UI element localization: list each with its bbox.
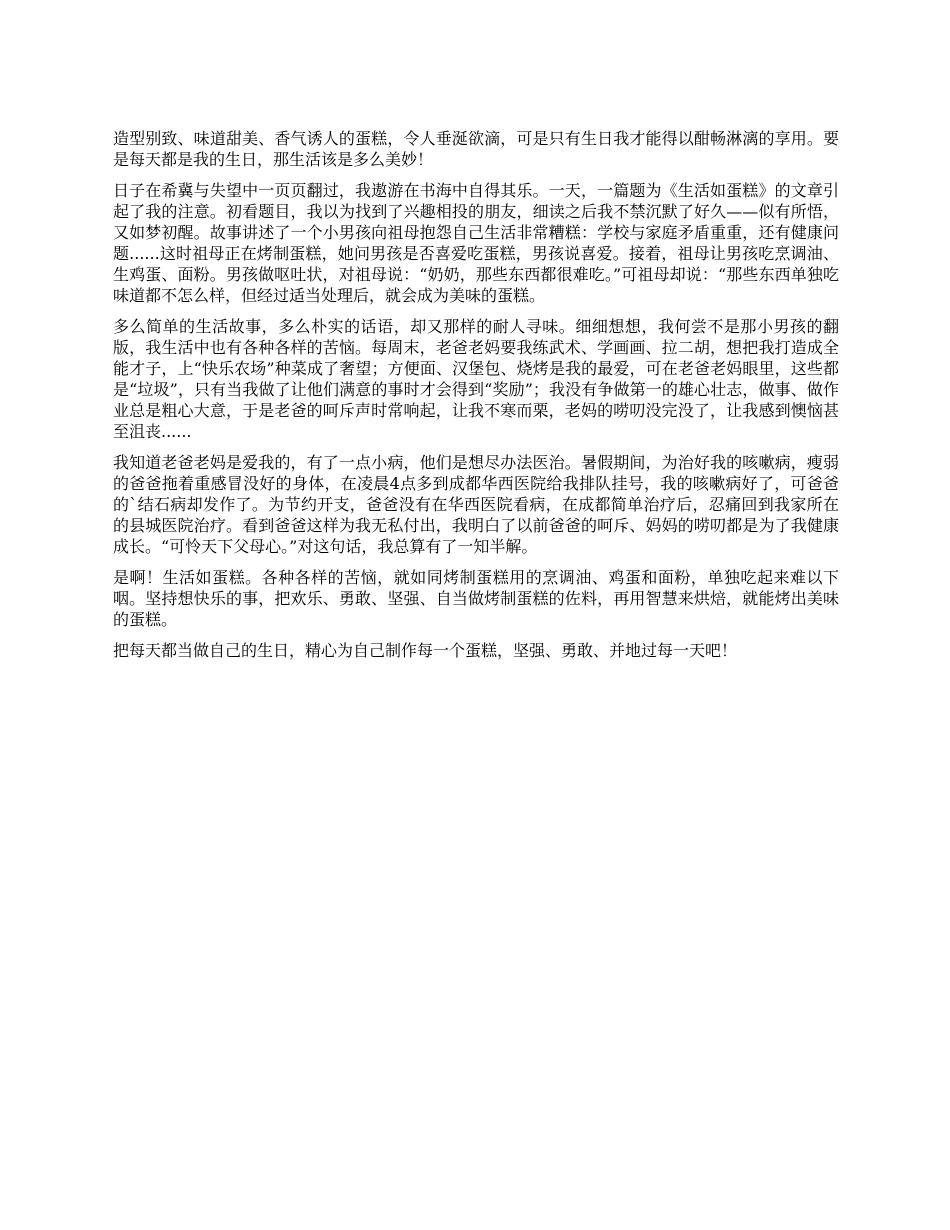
paragraph-6: 把每天都当做自己的生日，精心为自己制作每一个蛋糕，坚强、勇敢、并地过每一天吧！ <box>113 641 738 660</box>
paragraph-4: 我知道老爸老妈是爱我的，有了一点小病，他们是想尽办法医治。暑假期间，为治好我的咳嗽病，瘦弱的爸爸拖着重感冒没好的身体，在凌晨4点多到成都华西医院给我排队挂号，我的咳嗽病好了，可爸爸的`结石病却发作了。为节约开支，爸爸没有在华西医院看病，在成都简单治疗后，忍痛回到我家所在的县城医院治疗。看到爸爸这样为我无私付出，我明白了以前爸爸的呵斥、妈妈的唠叨都是为了我健康成长。“可怜天下父母心。”对这句话，我总算有了一知半解。 <box>113 453 839 556</box>
paragraph-3: 多么简单的生活故事，多么朴实的话语，却又那样的耐人寻味。细细想想，我何尝不是那小男孩的翻版，我生活中也有各种各样的苦恼。每周末，老爸老妈要我练武术、学画画、拉二胡，想把我打造成全能才子，上“快乐农场”种菜成了奢望；方便面、汉堡包、烧烤是我的最爱，可在老爸老妈眼里，这些都是“垃圾”，只有当我做了让他们满意的事时才会得到“奖励”；我没有争做第一的雄心壮志，做事、做作业总是粗心大意，于是老爸的呵斥声时常响起，让我不寒而栗，老妈的唠叨没完没了，让我感到懊恼甚至沮丧...... <box>113 317 839 441</box>
document-body <box>113 128 839 671</box>
paragraph-1: 造型别致、味道甜美、香气诱人的蛋糕，令人垂涎欲滴，可是只有生日我才能得以酣畅淋漓的享用。要是每天都是我的生日，那生活该是多么美妙！ <box>113 129 839 169</box>
paragraph-2: 日子在希冀与失望中一页页翻过，我遨游在书海中自得其乐。一天，一篇题为《生活如蛋糕》的文章引起了我的注意。初看题目，我以为找到了兴趣相投的朋友，细读之后我不禁沉默了好久——似有所悟，又如梦初醒。故事讲述了一个小男孩向祖母抱怨自己生活非常糟糕：学校与家庭矛盾重重，还有健康问题......这时祖母正在烤制蛋糕，她问男孩是否喜爱吃蛋糕，男孩说喜爱。接着，祖母让男孩吃烹调油、生鸡蛋、面粉。男孩做呕吐状，对祖母说：“奶奶，那些东西都很难吃。”可祖母却说：“那些东西单独吃味道都不怎么样，但经过适当处理后，就会成为美味的蛋糕。 <box>113 181 839 305</box>
paragraph-5: 是啊！生活如蛋糕。各种各样的苦恼，就如同烤制蛋糕用的烹调油、鸡蛋和面粉，单独吃起来难以下咽。坚持想快乐的事，把欢乐、勇敢、坚强、自当做烤制蛋糕的佐料，再用智慧来烘焙，就能烤出美味的蛋糕。 <box>113 568 839 629</box>
